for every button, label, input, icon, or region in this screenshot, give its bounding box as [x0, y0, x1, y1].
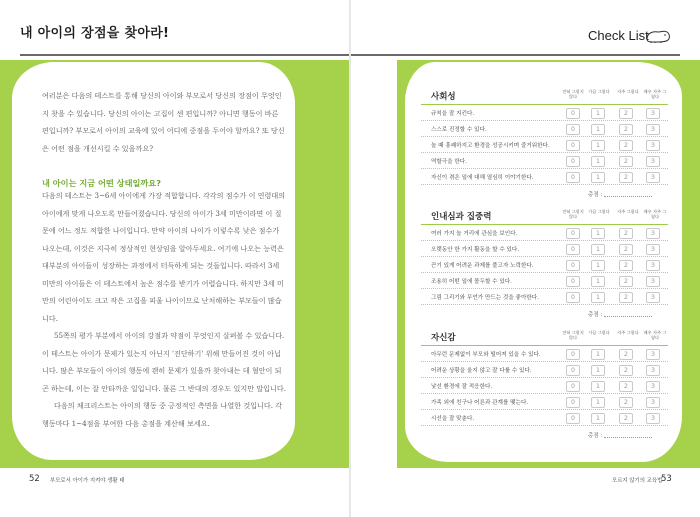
score-box[interactable]: 2: [619, 349, 633, 360]
score-box[interactable]: 1: [591, 260, 605, 271]
score-box[interactable]: 0: [566, 292, 580, 303]
body-paragraph-3: 다음의 체크리스트는 아이의 행동 중 긍정적인 측면을 나열한 것입니다. 각 행동마다 1~4점을 부여한 다음 총점을 계산해 보세요.: [42, 401, 283, 428]
score-box[interactable]: 3: [646, 172, 660, 183]
score-box[interactable]: 0: [566, 397, 580, 408]
total-label: 총점 :: [588, 192, 603, 198]
total-row: [421, 185, 668, 201]
score-box[interactable]: 3: [646, 292, 660, 303]
score-box[interactable]: 2: [619, 156, 633, 167]
score-box[interactable]: 1: [591, 124, 605, 135]
page-gutter: [349, 0, 351, 517]
section-subheading: 내 아이는 지금 어떤 상태일까요?: [42, 178, 161, 188]
total-input-line[interactable]: [604, 196, 652, 197]
score-box[interactable]: 3: [646, 244, 660, 255]
checklist-item-text: 역할극을 한다.: [431, 159, 467, 165]
score-box[interactable]: 0: [566, 228, 580, 239]
checklist-item-text: 낯선 환경에 잘 적응한다.: [431, 384, 493, 390]
checklist-section: [421, 87, 668, 201]
score-box[interactable]: 2: [619, 381, 633, 392]
column-header: 전혀 그렇지 않다: [562, 89, 584, 99]
score-box[interactable]: 1: [591, 244, 605, 255]
checklist-row: [421, 169, 668, 185]
score-box[interactable]: 0: [566, 349, 580, 360]
checklist-row: [421, 121, 668, 137]
score-box[interactable]: 3: [646, 413, 660, 424]
checklist-row: [421, 241, 668, 257]
score-box[interactable]: 1: [591, 397, 605, 408]
checklist-item-text: 스스로 진정할 수 있다.: [431, 127, 487, 133]
checklist-row: [421, 273, 668, 289]
score-box[interactable]: 3: [646, 276, 660, 287]
score-box[interactable]: 0: [566, 156, 580, 167]
total-input-line[interactable]: [604, 437, 652, 438]
checklist-item-text: 시선을 잘 맞춘다.: [431, 416, 475, 422]
page-number-right: 53: [661, 474, 672, 484]
score-box[interactable]: 3: [646, 365, 660, 376]
total-input-line[interactable]: [604, 316, 652, 317]
score-box[interactable]: 2: [619, 124, 633, 135]
score-box[interactable]: 3: [646, 108, 660, 119]
body-paragraph-2: 55쪽의 평가 부분에서 아이의 강점과 약점이 무엇인지 살펴볼 수 있습니다. 이 테스트는 아이가 문제가 있는지 아닌지 '진단하기' 위해 만들어진 것이 아닙니다. 많은 부모들이 아이의 행동에 괜히 문제가 있을까 찾아내는 데 혈안이 되곤 하는데, 이는 잘 안타까운 일입니다. 물론 그 반대의 경우도 있지만 말입니다.: [42, 331, 286, 393]
score-box[interactable]: 0: [566, 413, 580, 424]
page-number-left: 52: [29, 474, 40, 484]
checklist-row: [421, 225, 668, 241]
checklist-item-text: 그림 그리기와 무언가 만드는 것을 좋아한다.: [431, 295, 539, 301]
checklist-item-text: 자신이 겪은 일에 대해 열심히 이야기한다.: [431, 175, 534, 181]
checklist-row: [421, 346, 668, 362]
checklist-row: [421, 362, 668, 378]
score-box[interactable]: 3: [646, 156, 660, 167]
score-box[interactable]: 0: [566, 172, 580, 183]
column-header: 가끔 그렇다: [588, 209, 610, 214]
column-header: 자주 그렇다: [617, 89, 639, 94]
score-box[interactable]: 2: [619, 397, 633, 408]
score-box[interactable]: 1: [591, 292, 605, 303]
checklist-row: [421, 378, 668, 394]
section-title: 사회성: [431, 92, 456, 102]
column-header: 자주 그렇다: [617, 330, 639, 335]
header-divider-right: [350, 54, 680, 56]
score-box[interactable]: 3: [646, 228, 660, 239]
running-head-right: 모르지 않기의 교육법: [612, 478, 663, 484]
column-header: 전혀 그렇지 않다: [562, 330, 584, 340]
section-title: 인내심과 집중력: [431, 212, 492, 222]
score-box[interactable]: 2: [619, 276, 633, 287]
checklist-item-text: 어려운 상황을 울지 않고 잘 다룰 수 있다.: [431, 368, 532, 374]
score-box[interactable]: 2: [619, 108, 633, 119]
score-box[interactable]: 0: [566, 365, 580, 376]
score-box[interactable]: 2: [619, 365, 633, 376]
column-header: 매우 자주 그렇다: [643, 89, 667, 99]
score-box[interactable]: 1: [591, 172, 605, 183]
checklist-row: [421, 257, 668, 273]
column-header: 매우 자주 그렇다: [643, 209, 667, 219]
column-header: 매우 자주 그렇다: [643, 330, 667, 340]
score-box[interactable]: 2: [619, 140, 633, 151]
score-box[interactable]: 3: [646, 260, 660, 271]
page-title: 내 아이의 장점을 찾아라!: [20, 26, 170, 41]
intro-text: [42, 87, 286, 157]
score-box[interactable]: 0: [566, 124, 580, 135]
intro-paragraph: 여러분은 다음의 테스트를 통해 당신의 아이와 부모로서 당신의 장점이 무엇인지 찾을 수 있습니다. 당신의 아이는 고집이 센 편입니까? 아니면 행동이 바른 편입니까? 부모로서 아이의 교육에 있어 어디에 중점을 두어야 할까요? 또 당신은 어떤 점을 개선시킬 수 있을까요?: [42, 91, 285, 153]
score-box[interactable]: 2: [619, 172, 633, 183]
checklist-title: Check List: [588, 28, 649, 43]
checklist-row: [421, 137, 668, 153]
section-header: [421, 207, 668, 225]
column-header: 전혀 그렇지 않다: [562, 209, 584, 219]
score-box[interactable]: 1: [591, 228, 605, 239]
checklist-row: [421, 394, 668, 410]
checklist-row: [421, 289, 668, 305]
score-box[interactable]: 0: [566, 244, 580, 255]
body-text: [42, 187, 286, 432]
score-box[interactable]: 1: [591, 349, 605, 360]
score-box[interactable]: 3: [646, 381, 660, 392]
score-box[interactable]: 2: [619, 413, 633, 424]
score-box[interactable]: 3: [646, 124, 660, 135]
checklist-section: [421, 328, 668, 442]
checklist-row: [421, 153, 668, 169]
column-header: 가끔 그렇다: [588, 89, 610, 94]
section-title: 자신감: [431, 333, 456, 343]
score-box[interactable]: 3: [646, 349, 660, 360]
body-paragraph-1: 다음의 테스트는 3~6세 아이에게 가장 적합합니다. 각각의 점수가 이 연령대의 아이에게 맞게 나오도록 만들어졌습니다. 당신의 아이가 3세 미만이라면 이 질문에 어느 정도 적합한 나이입니다. 만약 아이의 나이가 이렇수록 낮은 점수가 나오는데, 이것은 지극히 정상적인 현상임을 알아두세요. 여기에 나오는 능력은 대부분의 아이들이 성장하는 과정에서 터득하게 되는 것들입니다. 따라서 3세 미만의 아이들은 이 테스트에서 높은 점수를 받기가 어렵습니다. 하지만 3세 미만의 어린아이도 크고 작은 고집을 피울 나이이므로 난처해하는 부모들이 많습니다.: [42, 191, 286, 323]
total-row: [421, 426, 668, 442]
score-box[interactable]: 2: [619, 244, 633, 255]
score-box[interactable]: 2: [619, 228, 633, 239]
checklist-item-text: 놀 때 흥쾌하지고 환경을 성공시키며 즐거워한다.: [431, 143, 550, 149]
column-header: 가끔 그렇다: [588, 330, 610, 335]
score-box[interactable]: 0: [566, 140, 580, 151]
total-row: [421, 305, 668, 321]
score-box[interactable]: 0: [566, 260, 580, 271]
checklist-item-text: 가족 외에 친구나 어른과 관계를 맺는다.: [431, 400, 529, 406]
checklist-item-text: 오랫동안 한 가지 활동을 할 수 있다.: [431, 247, 520, 253]
checklist-item-text: 규칙을 잘 지킨다.: [431, 111, 475, 117]
score-box[interactable]: 2: [619, 260, 633, 271]
score-box[interactable]: 1: [591, 413, 605, 424]
section-header: [421, 87, 668, 105]
score-box[interactable]: 1: [591, 140, 605, 151]
score-box[interactable]: 1: [591, 156, 605, 167]
checklist-row: [421, 410, 668, 426]
checklist-item-text: 아무런 문제없이 부모와 떨어져 있을 수 있다.: [431, 352, 541, 358]
total-label: 총점 :: [588, 312, 603, 318]
header-divider: [20, 54, 350, 56]
checklist-item-text: 여러 가지 놀 거리에 관심을 보인다.: [431, 231, 518, 237]
score-box[interactable]: 0: [566, 381, 580, 392]
running-head-left: 부모로서 아이가 지켜야 생활 태: [50, 478, 125, 484]
score-box[interactable]: 1: [591, 381, 605, 392]
score-box[interactable]: 1: [591, 365, 605, 376]
score-box[interactable]: 3: [646, 140, 660, 151]
score-box[interactable]: 2: [619, 292, 633, 303]
score-box[interactable]: 1: [591, 276, 605, 287]
score-box[interactable]: 1: [591, 108, 605, 119]
total-label: 총점 :: [588, 433, 603, 439]
column-header: 자주 그렇다: [617, 209, 639, 214]
checklist-item-text: 조용히 어떤 일에 몰두할 수 있다.: [431, 279, 512, 285]
checklist-row: [421, 105, 668, 121]
section-header: [421, 328, 668, 346]
hippo-icon: [645, 28, 671, 44]
checklist-section: [421, 207, 668, 321]
checklist-item-text: 끈기 있게 어려운 과제를 풀고자 노력한다.: [431, 263, 534, 269]
score-box[interactable]: 0: [566, 108, 580, 119]
score-box[interactable]: 3: [646, 397, 660, 408]
score-box[interactable]: 0: [566, 276, 580, 287]
